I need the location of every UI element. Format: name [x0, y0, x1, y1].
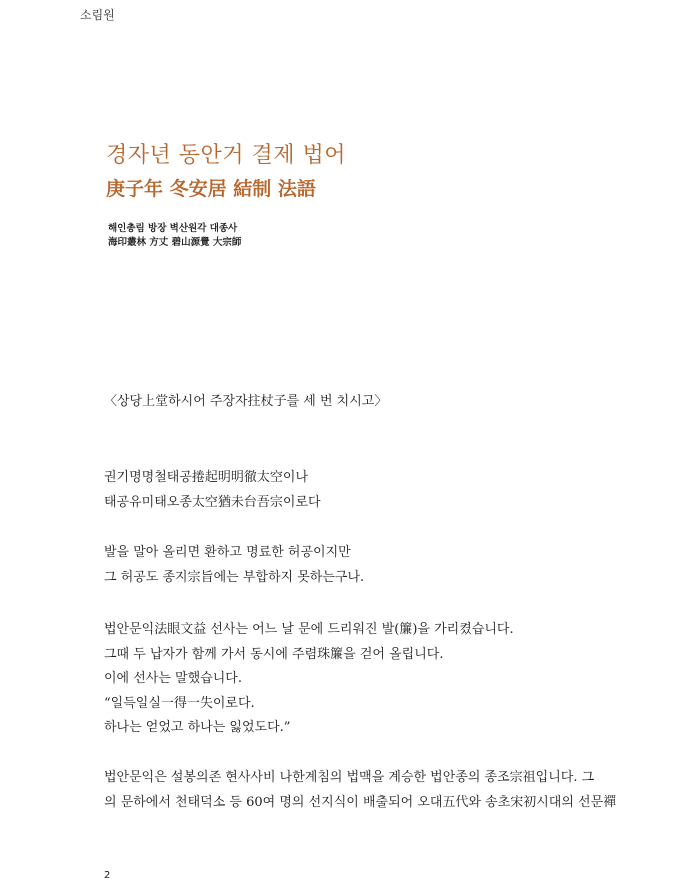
- paragraph-line: 그 허공도 종지宗旨에는 부합하지 못하는구나.: [104, 569, 365, 585]
- paragraph-1: [104, 541, 624, 590]
- author-block: [108, 222, 241, 250]
- page-title-hanja: 庚子年 冬安居 結制 法語: [106, 178, 316, 200]
- paragraph-line: 의 문하에서 천태덕소 등 60여 명의 선지식이 배출되어 오대五代와 송초宋初시대의 선문禪: [104, 794, 617, 810]
- verse-block: [104, 466, 624, 515]
- paragraph-line: 발을 말아 올리면 환하고 명료한 허공이지만: [104, 545, 351, 560]
- intro-line: 〈상당上堂하시어 주장자拄杖子를 세 번 치시고〉: [104, 394, 388, 409]
- paragraph-3: [104, 766, 624, 815]
- paragraph-line: “일득일실一得一失이로다.: [104, 695, 255, 711]
- page-number: 2: [104, 870, 111, 881]
- paragraph-line: 법안문익法眼文益 선사는 어느 날 문에 드리워진 발(簾)을 가리켰습니다.: [104, 622, 514, 637]
- author-korean: 해인총림 방장 벽산원각 대종사: [108, 223, 238, 234]
- verse-line: 태공유미태오종太空猶未台吾宗이로다: [104, 494, 321, 510]
- paragraph-line: 법안문익은 설봉의존 현사사비 나한계침의 법맥을 계승한 법안종의 종조宗祖입니다. 그: [104, 770, 595, 785]
- intro-stage-direction: [104, 390, 624, 415]
- paragraph-line: 이에 선사는 말했습니다.: [104, 671, 242, 686]
- paragraph-2: [104, 618, 624, 741]
- author-hanja: 海印叢林 方丈 碧山源覺 大宗師: [108, 237, 242, 248]
- page-title: 경자년 동안거 결제 법어: [106, 143, 347, 168]
- title-block: [106, 140, 346, 204]
- header-label: 소림원: [80, 8, 115, 22]
- verse-line: 권기명명철태공捲起明明徹太空이나: [104, 470, 309, 485]
- paragraph-line: 하나는 얻었고 하나는 잃었도다.”: [104, 720, 291, 735]
- paragraph-line: 그때 두 납자가 함께 가서 동시에 주렴珠簾을 걷어 올립니다.: [104, 646, 444, 662]
